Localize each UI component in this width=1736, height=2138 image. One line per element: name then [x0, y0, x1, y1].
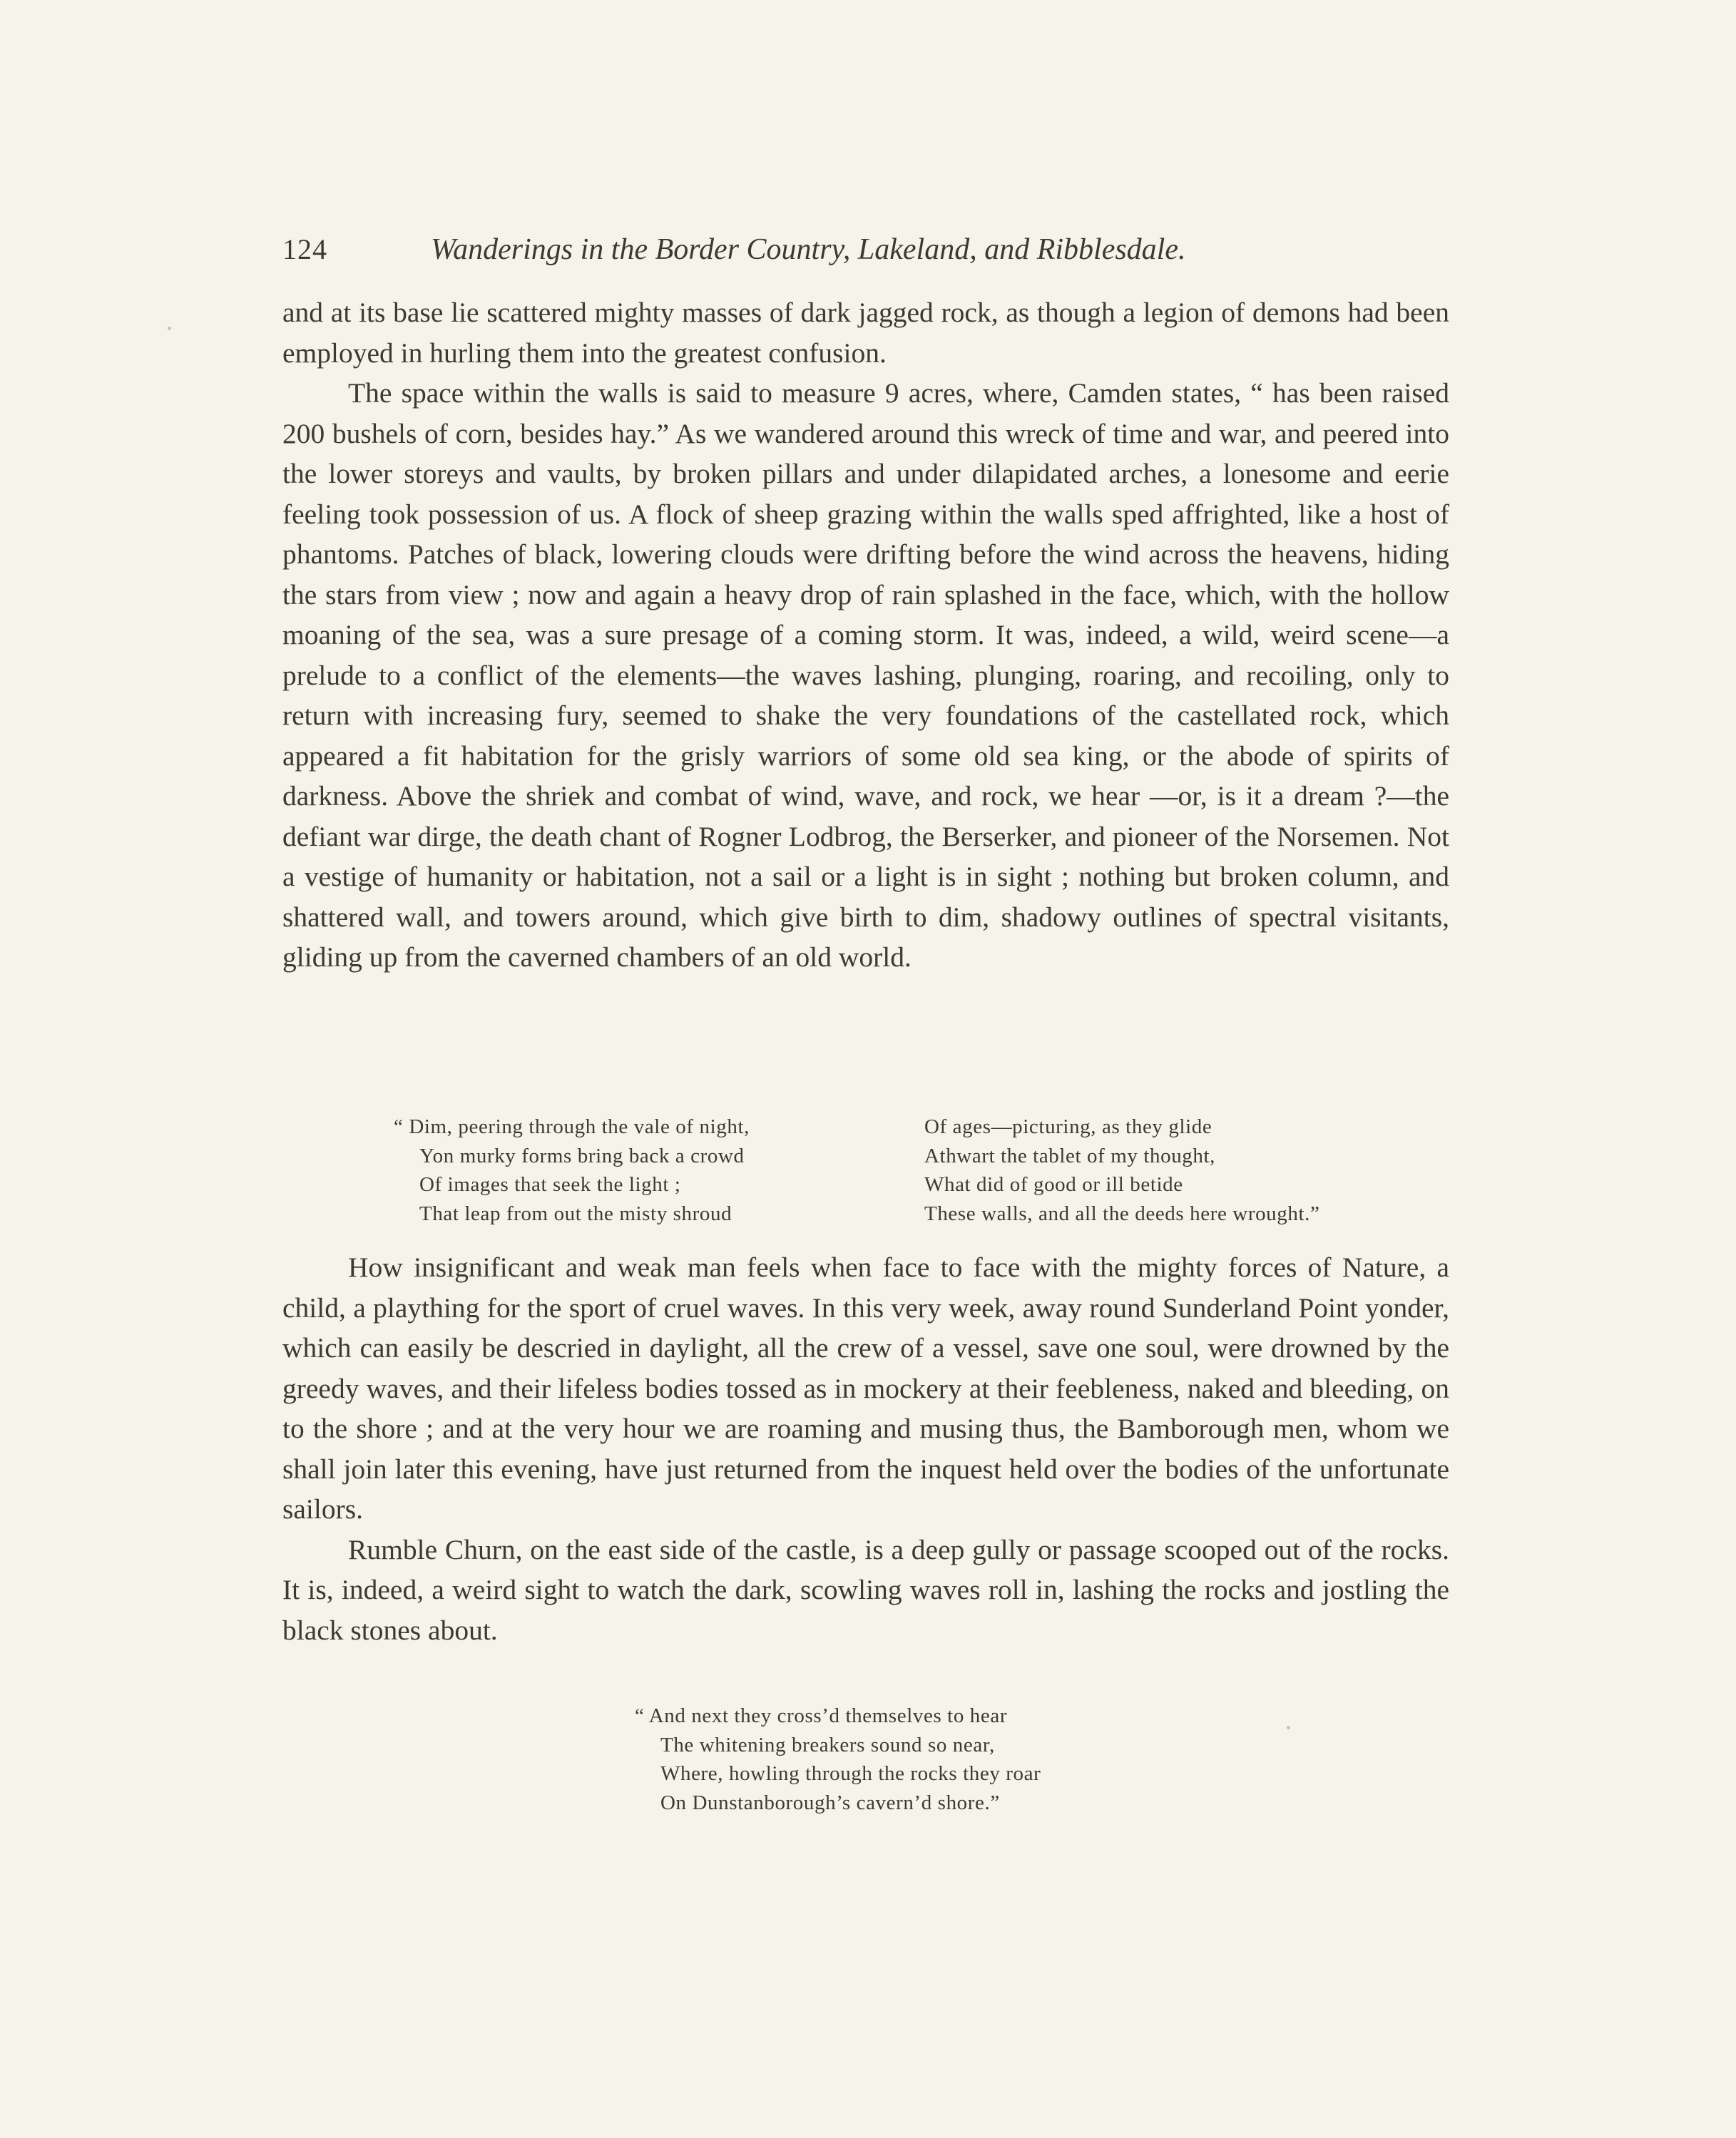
verse-line: Yon murky forms bring back a crowd — [419, 1144, 745, 1167]
paper-speck — [168, 327, 171, 330]
verse-line: “ And next they cross’d themselves to hear — [635, 1704, 1008, 1727]
verse-line: “ Dim, peering through the vale of night, — [394, 1115, 750, 1138]
verse-quotation-closing — [635, 1702, 1134, 1817]
verse-line: These walls, and all the deeds here wrought.” — [924, 1202, 1320, 1225]
verse-line: Where, howling through the rocks they roar — [660, 1762, 1041, 1785]
verse-column-left — [394, 1113, 750, 1228]
verse-column-right — [924, 1113, 1319, 1228]
verse-line: Athwart the tablet of my thought, — [924, 1144, 1216, 1167]
verse-line: Of images that seek the light ; — [419, 1173, 681, 1196]
body-text-continued — [282, 1247, 1449, 1650]
verse-line: That leap from out the misty shroud — [419, 1202, 732, 1225]
paragraph: and at its base lie scattered mighty masses of dark jagged rock, as though a legion of demons had been employed in hurling them into the greatest confusion. — [282, 297, 1449, 369]
running-title: Wanderings in the Border Country, Lakeland, and Ribblesdale. — [431, 233, 1186, 266]
paragraph: The space within the walls is said to measure 9 acres, where, Camden states, “ has been raised 200 bushels of corn, besides hay.” As we wandered around this wreck of time and war, and peered into the lower storeys and vaults, by broken pillars and under dilapidated arches, a lonesome and eerie feeling took possession of us. A flock of sheep grazing within the walls sped affrighted, like a host of phantoms. Patches of black, lowering clouds were drifting before the wind across the heavens, hiding the stars from view ; now and again a heavy drop of rain splashed in the face, which, with the hollow moaning of the sea, was a sure presage of a coming storm. It was, indeed, a wild, weird scene—a prelude to a conflict of the elements—the waves lashing, plunging, roaring, and recoiling, only to return with increasing fury, seemed to shake the very foundations of the castellated rock, which appeared a fit habitation for the grisly warriors of some old sea king, or the abode of spirits of darkness. Above the shriek and combat of wind, wave, and rock, we hear —or, is it a dream ?—the defiant war dirge, the death chant of Rogner Lodbrog, the Berserker, and pioneer of the Norsemen. Not a vestige of humanity or habitation, not a sail or a light is in sight ; nothing but broken column, and shattered wall, and towers around, which give birth to dim, shadowy outlines of spectral visitants, gliding up from the caverned chambers of an old world. — [282, 377, 1449, 973]
verse-quotation — [394, 1113, 1428, 1241]
running-header — [282, 232, 1309, 275]
paragraph: Rumble Churn, on the east side of the castle, is a deep gully or passage scooped out of the rocks. It is, indeed, a weird sight to watch the dark, scowling waves roll in, lashing the rocks and jostling the black stones about. — [282, 1533, 1449, 1646]
body-text — [282, 292, 1449, 978]
page-number: 124 — [282, 233, 327, 265]
paragraph: How insignificant and weak man feels when face to face with the mighty forces of Nature, a child, a plaything for the sport of cruel waves. In this very week, away round Sunderland Point yonder, which can easily be descried in daylight, all the crew of a vessel, save one soul, were drowned by the greedy waves, and their lifeless bodies tossed as in mockery at their feebleness, naked and bleeding, on to the shore ; and at the very hour we are roaming and musing thus, the Bamborough men, whom we shall join later this evening, have just returned from the inquest held over the bodies of the unfortunate sailors. — [282, 1252, 1449, 1525]
verse-line: On Dunstanborough’s cavern’d shore.” — [660, 1791, 1000, 1814]
verse-line: What did of good or ill betide — [924, 1173, 1183, 1196]
verse-line: The whitening breakers sound so near, — [660, 1733, 995, 1756]
paper-speck — [1287, 1726, 1290, 1729]
verse-line: Of ages—picturing, as they glide — [924, 1115, 1212, 1138]
